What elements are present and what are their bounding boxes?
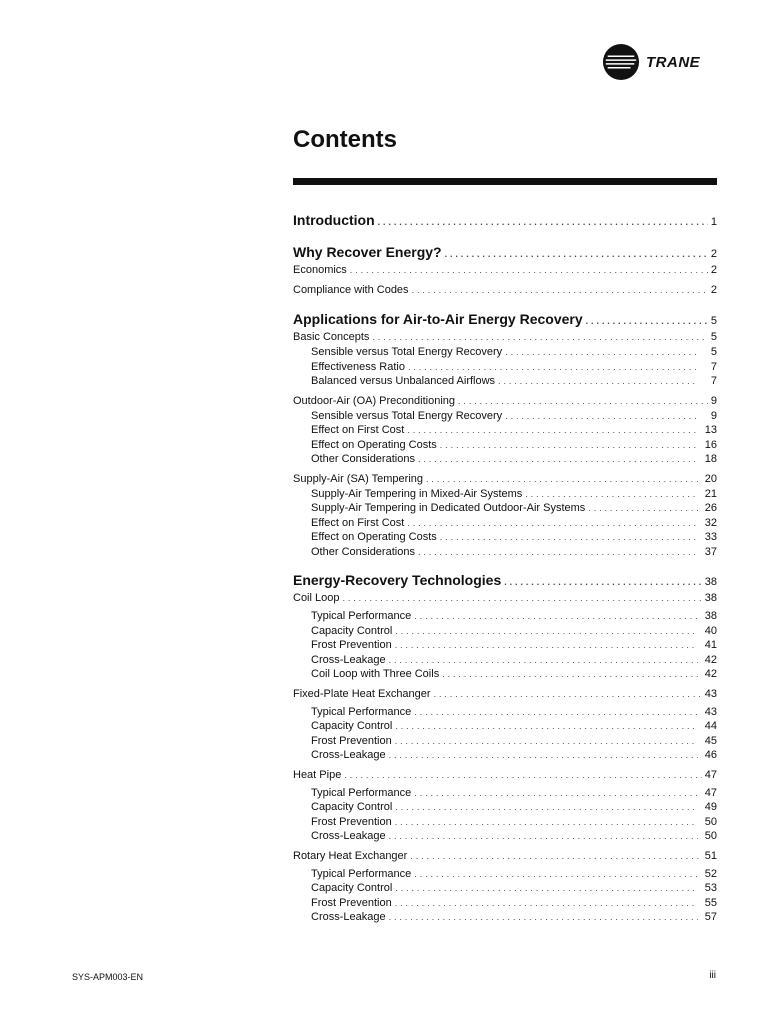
toc-entry-page: 50 [704,815,717,828]
toc-entry-page: 21 [704,487,717,500]
toc-entry-page: 16 [704,438,717,451]
toc-dot-leader [389,831,698,841]
toc-dot-leader [395,883,698,893]
toc-entry-page: 7 [710,375,717,387]
toc-dot-leader [414,707,698,717]
toc-entry-title: Typical Performance [311,610,412,622]
toc-entry-page: 9 [710,409,717,422]
toc-entry[interactable] [293,264,717,279]
toc-dot-leader [395,721,698,731]
toc-dot-leader [395,817,698,827]
toc-dot-leader [395,736,698,746]
toc-entry[interactable] [293,868,717,883]
toc-entry-title: Capacity Control [311,801,393,813]
toc-entry-title: Why Recover Energy? [293,244,442,260]
toc-dot-leader [414,611,698,621]
toc-entry[interactable] [293,816,717,831]
toc-entry-title: Sensible versus Total Energy Recovery [311,346,503,358]
toc-entry-title: Coil Loop [293,592,340,604]
toc-entry[interactable] [293,749,717,764]
toc-dot-leader [412,285,708,295]
toc-dot-leader [414,788,698,798]
toc-dot-leader [498,376,698,386]
toc-entry-title: Frost Prevention [311,815,392,828]
toc-entry-page: 49 [704,801,717,813]
toc-entry-page: 2 [710,264,717,276]
toc-dot-leader [389,655,698,665]
toc-entry[interactable] [293,488,717,503]
toc-entry-title: Capacity Control [311,624,393,637]
toc-entry[interactable] [293,361,717,376]
toc-entry[interactable] [293,517,717,532]
toc-entry[interactable] [293,610,717,625]
toc-entry-page: 46 [704,749,717,761]
toc-entry-title: Frost Prevention [311,639,392,651]
toc-entry-page: 5 [710,331,717,343]
toc-entry-title: Balanced versus Unbalanced Airflows [311,375,496,387]
toc-entry[interactable] [293,787,717,802]
toc-dot-leader [505,411,698,421]
toc-entry-title: Cross-Leakage [311,830,386,842]
toc-entry[interactable] [293,284,717,299]
toc-entry[interactable] [293,212,717,232]
toc-dot-leader [442,669,698,679]
toc-dot-leader [408,362,698,372]
toc-entry-title: Compliance with Codes [293,284,409,296]
table-of-contents [293,212,717,926]
toc-entry[interactable] [293,735,717,750]
toc-dot-leader [372,332,707,342]
toc-entry-title: Effect on Operating Costs [311,531,437,543]
toc-entry-title: Coil Loop with Three Coils [311,668,440,680]
toc-entry[interactable] [293,882,717,897]
toc-entry-page: 40 [704,624,717,637]
toc-entry-page: 26 [704,502,717,514]
toc-entry-page: 38 [704,576,717,588]
toc-entry-page: 1 [710,216,717,228]
toc-entry[interactable] [293,688,717,703]
toc-entry-title: Fixed-Plate Heat Exchanger [293,687,431,700]
toc-entry-title: Outdoor-Air (OA) Preconditioning [293,394,456,407]
toc-entry[interactable] [293,706,717,721]
brand-name: TRANE [646,53,701,71]
toc-entry[interactable] [293,439,717,454]
toc-entry[interactable] [293,897,717,912]
toc-entry-title: Typical Performance [311,867,412,880]
toc-dot-leader [344,770,701,780]
toc-entry[interactable] [293,424,717,439]
toc-dot-leader [418,454,698,464]
toc-entry[interactable] [293,654,717,669]
toc-entry-title: Heat Pipe [293,768,342,781]
toc-entry[interactable] [293,639,717,654]
toc-entry[interactable] [293,531,717,546]
toc-entry[interactable] [293,346,717,361]
toc-dot-leader [395,626,698,636]
toc-entry-title: Effect on First Cost [311,424,405,436]
toc-entry-page: 2 [710,284,717,296]
toc-entry[interactable] [293,375,717,390]
toc-entry[interactable] [293,668,717,683]
toc-entry-page: 43 [704,705,717,718]
toc-entry[interactable] [293,801,717,816]
toc-entry-page: 20 [704,472,717,485]
toc-entry-title: Basic Concepts [293,331,370,343]
toc-entry-title: Supply-Air Tempering in Mixed-Air Systems [311,487,523,500]
toc-entry[interactable] [293,502,717,517]
toc-entry-page: 41 [704,639,717,651]
toc-entry-page: 52 [704,867,717,880]
page-number: iii [709,970,716,981]
toc-dot-leader [588,503,698,513]
toc-entry[interactable] [293,546,717,561]
toc-entry[interactable] [293,911,717,926]
toc-entry-page: 47 [704,768,717,781]
title-divider [293,178,717,185]
toc-entry-title: Effect on Operating Costs [311,438,437,451]
toc-entry-page: 43 [704,687,717,700]
toc-entry[interactable] [293,311,717,331]
toc-dot-leader [395,898,698,908]
toc-entry-page: 47 [704,786,717,799]
toc-dot-leader [440,440,698,450]
toc-entry-page: 7 [710,360,717,373]
toc-dot-leader [458,396,708,406]
toc-entry-title: Applications for Air-to-Air Energy Recovery [293,311,583,327]
toc-dot-leader [410,851,701,861]
toc-dot-leader [389,912,698,922]
page-title: Contents [293,126,397,153]
toc-entry-page: 45 [704,734,717,747]
toc-entry-title: Cross-Leakage [311,653,386,666]
toc-dot-leader [440,532,698,542]
toc-entry-page: 5 [710,346,717,358]
toc-entry-title: Frost Prevention [311,896,392,909]
brand-logo [602,42,700,82]
toc-entry-page: 38 [704,610,717,622]
toc-entry-title: Supply-Air (SA) Tempering [293,472,424,485]
toc-entry-page: 57 [704,911,717,923]
toc-entry[interactable] [293,395,717,410]
document-id: SYS-APM003-EN [72,972,144,982]
toc-entry-page: 42 [704,668,717,680]
toc-entry-page: 5 [710,315,717,327]
toc-entry[interactable] [293,453,717,468]
toc-dot-leader [342,593,701,603]
toc-entry-title: Supply-Air Tempering in Dedicated Outdoor-Air Systems [311,502,586,514]
toc-dot-leader [350,265,708,275]
toc-entry-page: 38 [704,592,717,604]
toc-entry-page: 2 [710,248,717,260]
toc-dot-leader [434,689,702,699]
toc-entry-title: Sensible versus Total Energy Recovery [311,409,503,422]
toc-entry[interactable] [293,720,717,735]
toc-entry[interactable] [293,850,717,865]
toc-entry[interactable] [293,769,717,784]
toc-dot-leader [407,425,698,435]
toc-entry-page: 9 [710,394,717,407]
toc-entry-page: 53 [704,882,717,894]
toc-entry-page: 51 [704,849,717,862]
toc-entry-title: Other Considerations [311,453,415,465]
toc-entry-page: 42 [704,653,717,666]
toc-entry-title: Introduction [293,212,375,228]
toc-dot-leader [504,577,702,587]
trane-logo-icon [602,43,640,81]
toc-dot-leader [505,347,698,357]
toc-entry[interactable] [293,331,717,346]
toc-dot-leader [586,316,708,326]
toc-entry[interactable] [293,625,717,640]
toc-entry-page: 55 [704,896,717,909]
toc-entry-title: Economics [293,264,347,276]
toc-entry-title: Other Considerations [311,545,415,558]
toc-entry-title: Typical Performance [311,786,412,799]
toc-entry-title: Capacity Control [311,720,393,732]
toc-dot-leader [407,518,698,528]
toc-dot-leader [395,802,698,812]
toc-entry-title: Cross-Leakage [311,749,386,761]
toc-entry-page: 33 [704,531,717,543]
toc-entry[interactable] [293,410,717,425]
toc-entry-title: Rotary Heat Exchanger [293,849,408,862]
toc-entry-page: 13 [704,424,717,436]
toc-dot-leader [525,489,698,499]
toc-entry-title: Capacity Control [311,882,393,894]
toc-entry[interactable] [293,473,717,488]
toc-entry[interactable] [293,592,717,607]
toc-entry-page: 37 [704,545,717,558]
toc-entry[interactable] [293,572,717,592]
toc-entry-page: 44 [704,720,717,732]
toc-entry-title: Effectiveness Ratio [311,360,405,373]
toc-entry-title: Frost Prevention [311,734,392,747]
toc-dot-leader [426,474,702,484]
toc-entry-title: Effect on First Cost [311,516,405,529]
toc-entry-page: 18 [704,453,717,465]
toc-entry-title: Energy-Recovery Technologies [293,572,502,588]
toc-entry[interactable] [293,244,717,264]
toc-entry-title: Cross-Leakage [311,911,386,923]
toc-dot-leader [378,217,708,227]
toc-dot-leader [445,249,708,259]
toc-entry-page: 32 [704,516,717,529]
toc-dot-leader [418,547,698,557]
toc-entry-page: 50 [704,830,717,842]
toc-entry-title: Typical Performance [311,705,412,718]
toc-dot-leader [395,640,698,650]
toc-entry[interactable] [293,830,717,845]
toc-dot-leader [389,750,698,760]
toc-dot-leader [414,869,698,879]
